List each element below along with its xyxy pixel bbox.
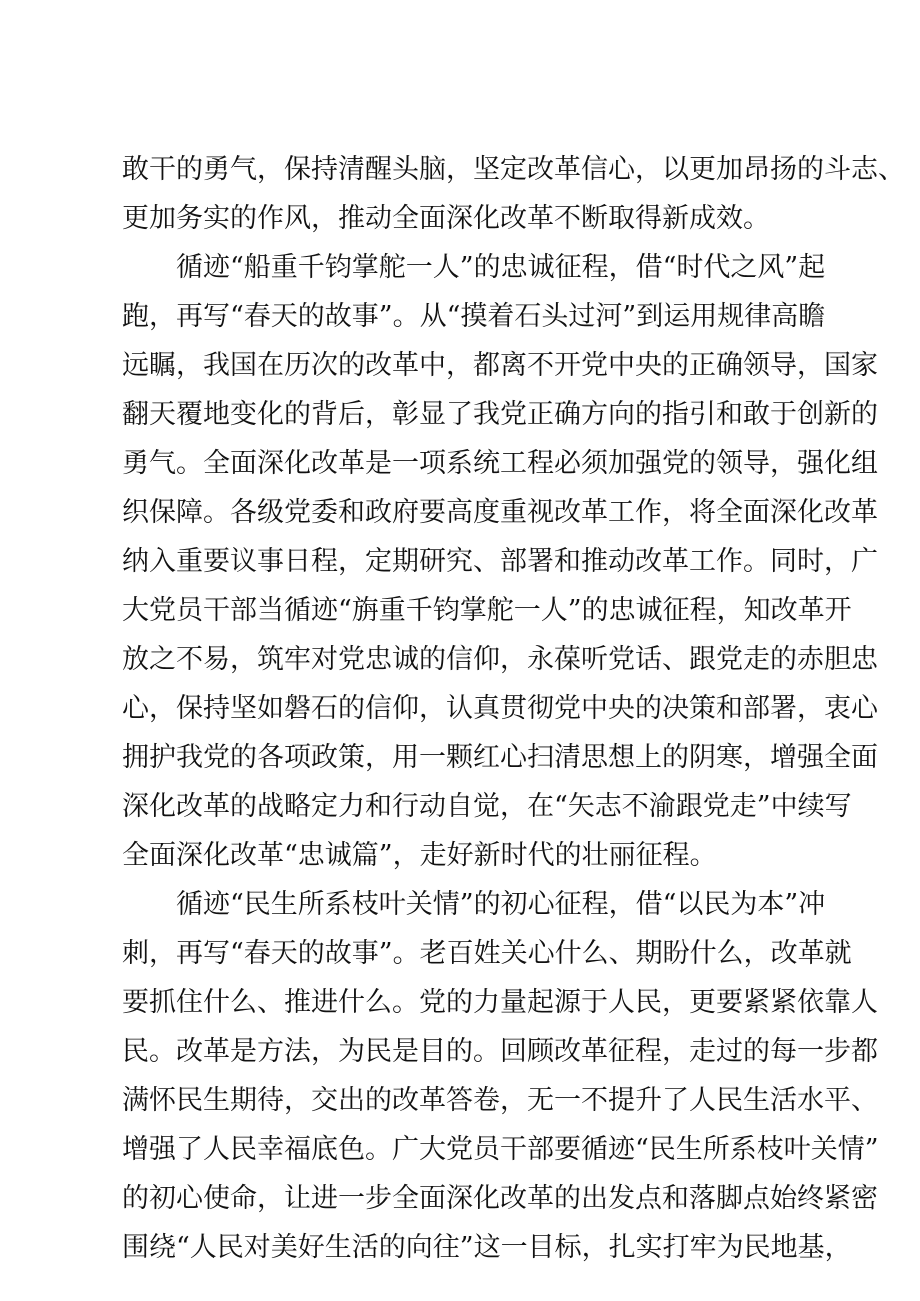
text-line: 勇气。全面深化改革是一项系统工程必须加强党的领导，强化组 [122,448,878,479]
text-line: 全面深化改革“忠诚篇”，走好新时代的壮丽征程。 [122,840,717,871]
text-line: 心，保持坚如磐石的信仰，认真贯彻党中央的决策和部署，衷心 [122,693,878,724]
text-line: 织保障。各级党委和政府要高度重视改革工作，将全面深化改革 [122,497,878,528]
text-line: 刺，再写“春天的故事”。老百姓关心什么、期盼什么，改革就 [122,938,852,969]
text-line: 拥护我党的各项政策，用一颗红心扫清思想上的阴寒，增强全面 [122,742,878,773]
text-line: 翻天覆地变化的背后，彰显了我党正确方向的指引和敢于创新的 [122,399,878,430]
document-body [122,145,905,1272]
text-line: 跑，再写“春天的故事”。从“摸着石头过河”到运用规律高瞻 [122,301,826,332]
text-line: 纳入重要议事日程，定期研究、部署和推动改革工作。同时，广 [122,546,878,577]
text-line: 循迹“船重千钧掌舵一人”的忠诚征程，借“时代之风”起 [176,252,826,283]
paragraph-3 [122,880,879,1272]
text-line: 的初心使命，让进一步全面深化改革的出发点和落脚点始终紧密 [122,1183,878,1214]
text-line: 远瞩，我国在历次的改革中，都离不开党中央的正确领导，国家 [122,350,878,381]
text-line: 增强了人民幸福底色。广大党员干部要循迹“民生所系枝叶关情” [122,1134,879,1165]
text-line: 放之不易，筑牢对党忠诚的信仰，永葆听党话、跟党走的赤胆忠 [122,644,878,675]
text-line: 围绕“人民对美好生活的向往”这一目标，扎实打牢为民地基， [122,1232,852,1263]
paragraph-1 [122,145,905,243]
text-line: 敢干的勇气，保持清醒头脑，坚定改革信心，以更加昂扬的斗志、 [122,154,905,185]
text-line: 大党员干部当循迹“旃重千钧掌舵一人”的忠诚征程，知改革开 [122,595,852,626]
text-line: 更加务实的作风，推动全面深化改革不断取得新成效。 [122,203,770,234]
text-line: 深化改革的战略定力和行动自觉，在“矢志不渝跟党走”中续写 [122,791,852,822]
paragraph-2 [122,243,878,880]
text-line: 要抓住什么、推进什么。党的力量起源于人民，更要紧紧依靠人 [122,987,878,1018]
text-line: 循迹“民生所系枝叶关情”的初心征程，借“以民为本”冲 [176,889,826,920]
text-line: 满怀民生期待，交出的改革答卷，无一不提升了人民生活水平、 [122,1085,878,1116]
text-line: 民。改革是方法，为民是目的。回顾改革征程，走过的每一步都 [122,1036,878,1067]
